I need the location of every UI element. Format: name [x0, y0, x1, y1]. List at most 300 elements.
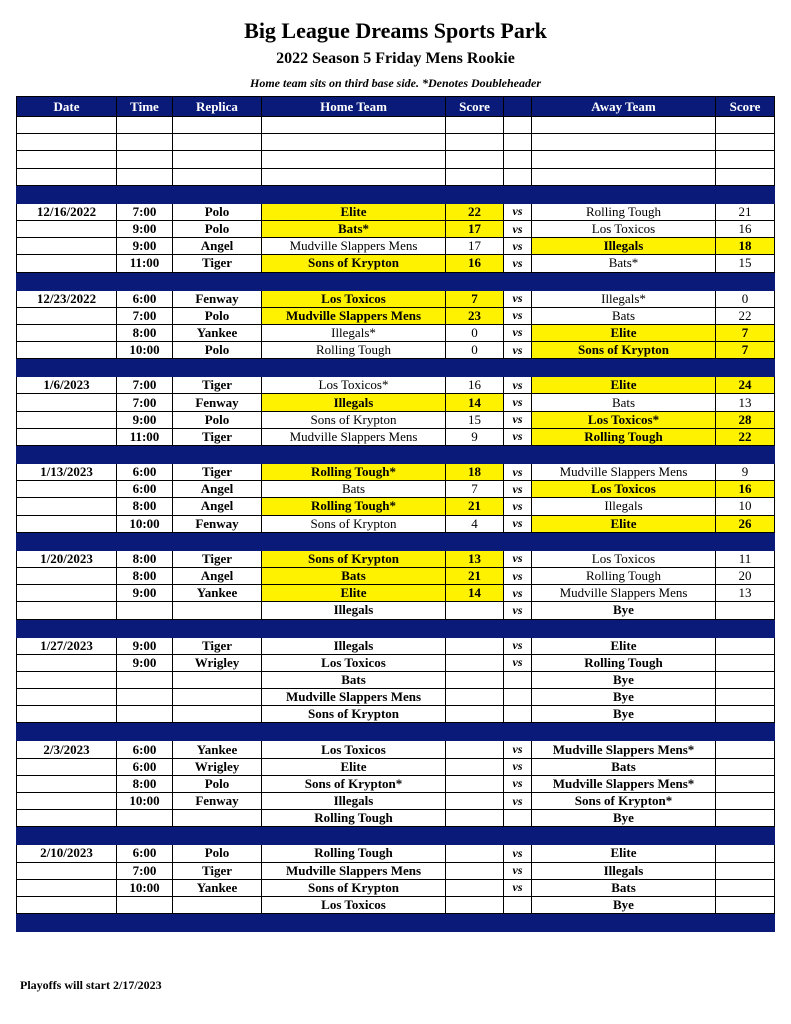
separator-cell — [446, 827, 504, 845]
field-replica: Polo — [173, 845, 262, 862]
field-replica: Tiger — [173, 862, 262, 879]
away-team: Sons of Krypton* — [532, 793, 716, 810]
field-replica: Tiger — [173, 377, 262, 394]
away-team: Los Toxicos* — [532, 411, 716, 428]
separator-cell — [173, 272, 262, 290]
separator-cell — [716, 827, 775, 845]
table-row — [17, 775, 775, 792]
blank-row — [17, 168, 775, 185]
home-score — [446, 706, 504, 723]
separator-cell — [504, 185, 532, 203]
away-team: Illegals — [532, 498, 716, 515]
separator-cell — [262, 185, 446, 203]
separator-cell — [716, 619, 775, 637]
game-time: 7:00 — [117, 307, 173, 324]
col-header-replica: Replica — [173, 97, 262, 117]
away-score — [716, 775, 775, 792]
game-time: 6:00 — [117, 758, 173, 775]
field-replica: Tiger — [173, 464, 262, 481]
away-team: Bye — [532, 671, 716, 688]
game-time: 8:00 — [117, 775, 173, 792]
home-score: 7 — [446, 290, 504, 307]
away-score: 10 — [716, 498, 775, 515]
table-row — [17, 741, 775, 758]
table-row — [17, 793, 775, 810]
away-score — [716, 706, 775, 723]
separator-cell — [716, 272, 775, 290]
separator-cell — [262, 914, 446, 932]
blank-row — [17, 134, 775, 151]
home-team: Rolling Tough* — [262, 498, 446, 515]
field-replica: Angel — [173, 238, 262, 255]
week-separator — [17, 532, 775, 550]
home-score: 21 — [446, 567, 504, 584]
game-date — [17, 567, 117, 584]
away-team: Bye — [532, 896, 716, 913]
table-row — [17, 411, 775, 428]
schedule-body — [17, 117, 775, 932]
separator-cell — [117, 723, 173, 741]
separator-cell — [532, 723, 716, 741]
home-team: Rolling Tough — [262, 342, 446, 359]
table-row — [17, 879, 775, 896]
field-replica: Angel — [173, 481, 262, 498]
home-score: 0 — [446, 324, 504, 341]
field-replica: Fenway — [173, 793, 262, 810]
separator-cell — [262, 532, 446, 550]
game-date — [17, 342, 117, 359]
field-replica: Yankee — [173, 879, 262, 896]
field-replica — [173, 689, 262, 706]
home-score — [446, 793, 504, 810]
home-score: 21 — [446, 498, 504, 515]
blank-cell — [446, 151, 504, 168]
away-team: Illegals* — [532, 290, 716, 307]
vs-label: vs — [504, 585, 532, 602]
home-score: 16 — [446, 255, 504, 272]
game-date — [17, 602, 117, 619]
vs-label: vs — [504, 307, 532, 324]
vs-label: vs — [504, 654, 532, 671]
separator-cell — [17, 446, 117, 464]
separator-cell — [17, 914, 117, 932]
game-time: 9:00 — [117, 411, 173, 428]
field-replica — [173, 671, 262, 688]
separator-cell — [17, 272, 117, 290]
blank-cell — [117, 151, 173, 168]
separator-cell — [532, 185, 716, 203]
blank-cell — [117, 134, 173, 151]
home-team: Elite — [262, 585, 446, 602]
away-score: 7 — [716, 342, 775, 359]
away-score: 16 — [716, 481, 775, 498]
separator-cell — [173, 185, 262, 203]
table-row — [17, 602, 775, 619]
home-score — [446, 671, 504, 688]
home-score: 22 — [446, 203, 504, 220]
blank-cell — [17, 117, 117, 134]
field-replica: Tiger — [173, 550, 262, 567]
separator-cell — [262, 359, 446, 377]
table-row — [17, 671, 775, 688]
separator-cell — [446, 914, 504, 932]
vs-label: vs — [504, 567, 532, 584]
blank-cell — [173, 117, 262, 134]
vs-label: vs — [504, 238, 532, 255]
table-header-row — [17, 97, 775, 117]
game-time — [117, 896, 173, 913]
game-date — [17, 758, 117, 775]
blank-cell — [262, 151, 446, 168]
vs-label: vs — [504, 879, 532, 896]
game-time: 9:00 — [117, 238, 173, 255]
separator-cell — [532, 446, 716, 464]
separator-cell — [17, 532, 117, 550]
separator-cell — [446, 532, 504, 550]
away-score: 15 — [716, 255, 775, 272]
home-team: Illegals — [262, 793, 446, 810]
blank-cell — [17, 134, 117, 151]
separator-cell — [173, 723, 262, 741]
separator-cell — [173, 619, 262, 637]
away-team: Bye — [532, 602, 716, 619]
separator-cell — [117, 619, 173, 637]
home-team: Elite — [262, 758, 446, 775]
game-date — [17, 706, 117, 723]
away-team: Bats — [532, 879, 716, 896]
home-team: Rolling Tough — [262, 845, 446, 862]
away-team: Bats* — [532, 255, 716, 272]
separator-cell — [173, 446, 262, 464]
home-team: Illegals* — [262, 324, 446, 341]
game-date — [17, 428, 117, 445]
week-separator — [17, 914, 775, 932]
game-time: 6:00 — [117, 481, 173, 498]
field-replica — [173, 810, 262, 827]
game-date — [17, 585, 117, 602]
separator-cell — [532, 272, 716, 290]
separator-cell — [446, 185, 504, 203]
table-row — [17, 238, 775, 255]
table-row — [17, 896, 775, 913]
away-team: Elite — [532, 515, 716, 532]
separator-cell — [532, 532, 716, 550]
away-team: Bats — [532, 758, 716, 775]
game-time: 6:00 — [117, 290, 173, 307]
separator-cell — [17, 185, 117, 203]
game-time — [117, 602, 173, 619]
blank-cell — [532, 168, 716, 185]
home-team: Bats — [262, 671, 446, 688]
table-row — [17, 862, 775, 879]
game-time: 11:00 — [117, 428, 173, 445]
table-row — [17, 515, 775, 532]
game-date — [17, 238, 117, 255]
blank-row — [17, 151, 775, 168]
separator-cell — [716, 446, 775, 464]
field-replica: Polo — [173, 220, 262, 237]
home-score: 15 — [446, 411, 504, 428]
away-team: Elite — [532, 377, 716, 394]
away-score — [716, 845, 775, 862]
home-team: Sons of Krypton — [262, 515, 446, 532]
field-replica: Fenway — [173, 290, 262, 307]
home-score: 14 — [446, 585, 504, 602]
game-time: 6:00 — [117, 741, 173, 758]
separator-cell — [532, 619, 716, 637]
game-time: 8:00 — [117, 550, 173, 567]
vs-label: vs — [504, 637, 532, 654]
home-score — [446, 741, 504, 758]
blank-cell — [173, 168, 262, 185]
blank-cell — [262, 134, 446, 151]
game-date: 12/23/2022 — [17, 290, 117, 307]
game-time: 6:00 — [117, 845, 173, 862]
away-score: 20 — [716, 567, 775, 584]
away-team: Rolling Tough — [532, 428, 716, 445]
game-time: 8:00 — [117, 498, 173, 515]
home-team: Illegals — [262, 394, 446, 411]
page-title: Big League Dreams Sports Park — [244, 18, 547, 43]
home-score — [446, 602, 504, 619]
game-time: 11:00 — [117, 255, 173, 272]
table-row — [17, 220, 775, 237]
away-team: Los Toxicos — [532, 481, 716, 498]
away-score — [716, 879, 775, 896]
table-row — [17, 585, 775, 602]
separator-cell — [446, 359, 504, 377]
away-score: 0 — [716, 290, 775, 307]
game-time: 10:00 — [117, 515, 173, 532]
separator-cell — [446, 723, 504, 741]
away-score — [716, 862, 775, 879]
game-time — [117, 689, 173, 706]
field-replica — [173, 896, 262, 913]
away-team: Bye — [532, 810, 716, 827]
field-replica: Polo — [173, 307, 262, 324]
col-header-date: Date — [17, 97, 117, 117]
home-team: Rolling Tough — [262, 810, 446, 827]
away-score: 11 — [716, 550, 775, 567]
away-score — [716, 741, 775, 758]
game-date — [17, 411, 117, 428]
field-replica: Angel — [173, 498, 262, 515]
home-score — [446, 689, 504, 706]
home-score: 13 — [446, 550, 504, 567]
vs-label: vs — [504, 793, 532, 810]
home-score — [446, 845, 504, 862]
away-score: 13 — [716, 394, 775, 411]
home-team: Rolling Tough* — [262, 464, 446, 481]
col-header-time: Time — [117, 97, 173, 117]
home-score: 17 — [446, 238, 504, 255]
game-date: 1/20/2023 — [17, 550, 117, 567]
separator-cell — [173, 532, 262, 550]
table-row — [17, 203, 775, 220]
game-time: 7:00 — [117, 862, 173, 879]
separator-cell — [716, 532, 775, 550]
col-header-home-team: Home Team — [262, 97, 446, 117]
game-date — [17, 220, 117, 237]
game-date — [17, 810, 117, 827]
field-replica: Tiger — [173, 255, 262, 272]
home-score — [446, 637, 504, 654]
game-date: 1/27/2023 — [17, 637, 117, 654]
table-row — [17, 464, 775, 481]
blank-cell — [504, 117, 532, 134]
home-team: Elite — [262, 203, 446, 220]
separator-cell — [504, 827, 532, 845]
away-team: Bats — [532, 394, 716, 411]
vs-label: vs — [504, 550, 532, 567]
blank-cell — [716, 134, 775, 151]
vs-label: vs — [504, 394, 532, 411]
away-team: Illegals — [532, 862, 716, 879]
table-row — [17, 255, 775, 272]
away-team: Bye — [532, 706, 716, 723]
week-separator — [17, 446, 775, 464]
separator-cell — [504, 914, 532, 932]
playoffs-note: Playoffs will start 2/17/2023 — [20, 978, 162, 992]
away-team: Los Toxicos — [532, 550, 716, 567]
vs-label: vs — [504, 845, 532, 862]
vs-label — [504, 671, 532, 688]
away-score — [716, 758, 775, 775]
separator-cell — [262, 272, 446, 290]
away-score: 28 — [716, 411, 775, 428]
away-team: Sons of Krypton — [532, 342, 716, 359]
game-date: 2/3/2023 — [17, 741, 117, 758]
game-time: 7:00 — [117, 203, 173, 220]
away-score: 18 — [716, 238, 775, 255]
separator-cell — [173, 359, 262, 377]
away-score — [716, 654, 775, 671]
field-replica: Wrigley — [173, 654, 262, 671]
table-row — [17, 637, 775, 654]
away-team: Bye — [532, 689, 716, 706]
game-time: 7:00 — [117, 394, 173, 411]
vs-label: vs — [504, 377, 532, 394]
col-header-away-score: Score — [716, 97, 775, 117]
blank-cell — [17, 151, 117, 168]
separator-cell — [117, 272, 173, 290]
home-team: Los Toxicos — [262, 896, 446, 913]
game-date: 12/16/2022 — [17, 203, 117, 220]
table-row — [17, 567, 775, 584]
table-row — [17, 845, 775, 862]
separator-cell — [446, 272, 504, 290]
table-row — [17, 394, 775, 411]
separator-cell — [262, 723, 446, 741]
vs-label: vs — [504, 862, 532, 879]
home-score — [446, 896, 504, 913]
separator-cell — [17, 619, 117, 637]
away-score — [716, 637, 775, 654]
separator-cell — [446, 446, 504, 464]
away-team: Bats — [532, 307, 716, 324]
game-date — [17, 498, 117, 515]
home-score: 7 — [446, 481, 504, 498]
field-replica: Fenway — [173, 515, 262, 532]
blank-cell — [446, 134, 504, 151]
away-team: Rolling Tough — [532, 567, 716, 584]
away-team: Los Toxicos — [532, 220, 716, 237]
home-team: Sons of Krypton — [262, 550, 446, 567]
blank-cell — [446, 117, 504, 134]
home-team: Sons of Krypton* — [262, 775, 446, 792]
vs-label: vs — [504, 290, 532, 307]
blank-cell — [17, 168, 117, 185]
game-date — [17, 515, 117, 532]
separator-cell — [504, 359, 532, 377]
separator-cell — [716, 914, 775, 932]
game-time: 10:00 — [117, 342, 173, 359]
game-time — [117, 810, 173, 827]
away-score: 21 — [716, 203, 775, 220]
away-score: 22 — [716, 428, 775, 445]
home-score: 14 — [446, 394, 504, 411]
separator-cell — [117, 185, 173, 203]
week-separator — [17, 723, 775, 741]
away-team: Illegals — [532, 238, 716, 255]
separator-cell — [117, 532, 173, 550]
separator-cell — [504, 272, 532, 290]
separator-cell — [173, 827, 262, 845]
table-row — [17, 307, 775, 324]
game-time: 9:00 — [117, 637, 173, 654]
separator-cell — [117, 359, 173, 377]
away-team: Rolling Tough — [532, 654, 716, 671]
separator-cell — [17, 827, 117, 845]
separator-cell — [504, 619, 532, 637]
blank-cell — [173, 151, 262, 168]
blank-cell — [504, 134, 532, 151]
col-header-away-team: Away Team — [532, 97, 716, 117]
table-row — [17, 810, 775, 827]
home-team: Los Toxicos — [262, 741, 446, 758]
week-separator — [17, 185, 775, 203]
home-score: 16 — [446, 377, 504, 394]
blank-cell — [262, 117, 446, 134]
home-team: Bats* — [262, 220, 446, 237]
blank-cell — [532, 117, 716, 134]
field-replica: Polo — [173, 411, 262, 428]
field-replica — [173, 602, 262, 619]
field-replica: Fenway — [173, 394, 262, 411]
away-score — [716, 689, 775, 706]
table-row — [17, 689, 775, 706]
separator-cell — [262, 446, 446, 464]
blank-cell — [716, 151, 775, 168]
vs-label: vs — [504, 515, 532, 532]
separator-cell — [532, 914, 716, 932]
home-team: Mudville Slappers Mens — [262, 689, 446, 706]
separator-cell — [504, 723, 532, 741]
vs-label: vs — [504, 498, 532, 515]
away-team: Mudville Slappers Mens — [532, 464, 716, 481]
vs-label: vs — [504, 775, 532, 792]
week-separator — [17, 359, 775, 377]
home-score — [446, 654, 504, 671]
vs-label — [504, 689, 532, 706]
away-score: 16 — [716, 220, 775, 237]
field-replica: Tiger — [173, 637, 262, 654]
away-team: Mudville Slappers Mens* — [532, 741, 716, 758]
separator-cell — [532, 359, 716, 377]
home-team: Sons of Krypton — [262, 879, 446, 896]
table-row — [17, 342, 775, 359]
week-separator — [17, 619, 775, 637]
